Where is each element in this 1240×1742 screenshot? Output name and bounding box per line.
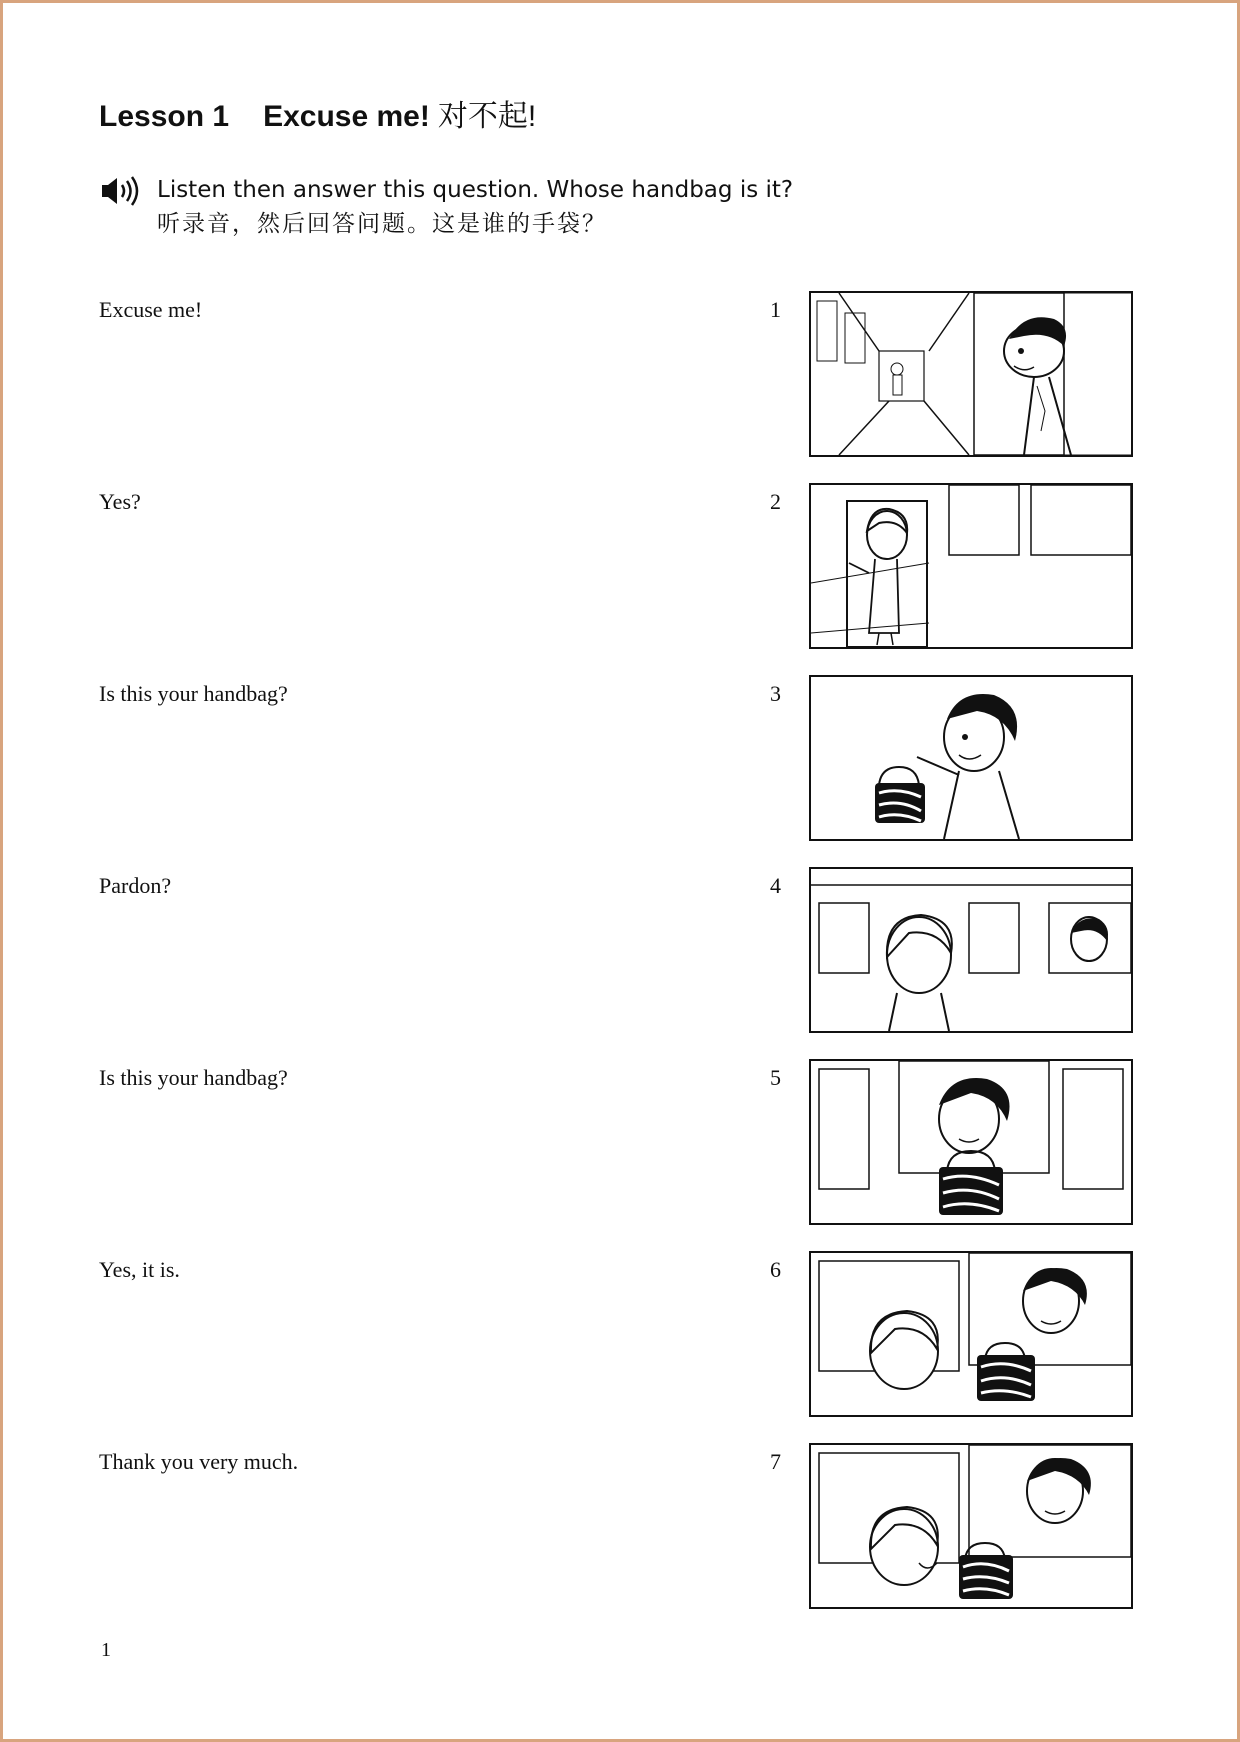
comic-panel-man-handbag <box>809 675 1133 841</box>
instruction-english: Listen then answer this question. Whose handbag is it? <box>157 177 794 203</box>
dialogue-line: Is this your handbag? <box>99 1065 288 1090</box>
lesson-number: Lesson 1 <box>99 100 230 133</box>
dialogue-line: Pardon? <box>99 873 172 898</box>
dialogue-row <box>3 673 1237 841</box>
dialogue-row <box>3 1249 1237 1417</box>
picture-number: 2 <box>770 489 781 514</box>
comic-panel-corridor <box>809 291 1133 457</box>
picture-number: 4 <box>770 873 781 898</box>
lesson-title-chinese: 对不起! <box>437 100 537 133</box>
dialogue-line: Thank you very much. <box>99 1449 299 1474</box>
lesson-title: Excuse me! <box>263 100 430 133</box>
dialogue-row <box>3 481 1237 649</box>
comic-panel-train-window <box>809 867 1133 1033</box>
lesson-heading <box>99 91 536 135</box>
comic-panel-woman-claims-bag <box>809 1251 1133 1417</box>
picture-number: 1 <box>770 297 781 322</box>
picture-number: 6 <box>770 1257 781 1282</box>
dialogue-row <box>3 865 1237 1033</box>
dialogue-row <box>3 289 1237 457</box>
picture-number: 3 <box>770 681 781 706</box>
comic-panel-woman-thanks <box>809 1443 1133 1609</box>
picture-number: 5 <box>770 1065 781 1090</box>
speaker-icon[interactable] <box>99 176 147 206</box>
dialogue-row <box>3 1441 1237 1609</box>
instruction-chinese: 听录音，然后回答问题。这是谁的手袋？ <box>157 211 607 237</box>
page-number: 1 <box>101 1639 111 1661</box>
dialogue-line: Yes? <box>99 489 141 514</box>
dialogue-row <box>3 1057 1237 1225</box>
comic-panel-woman-door <box>809 483 1133 649</box>
dialogue-line: Is this your handbag? <box>99 681 288 706</box>
dialogue-line: Excuse me! <box>99 297 203 322</box>
dialogue-line: Yes, it is. <box>99 1257 180 1282</box>
comic-panel-man-shows-handbag <box>809 1059 1133 1225</box>
listening-instruction <box>99 173 793 241</box>
picture-number: 7 <box>770 1449 781 1474</box>
